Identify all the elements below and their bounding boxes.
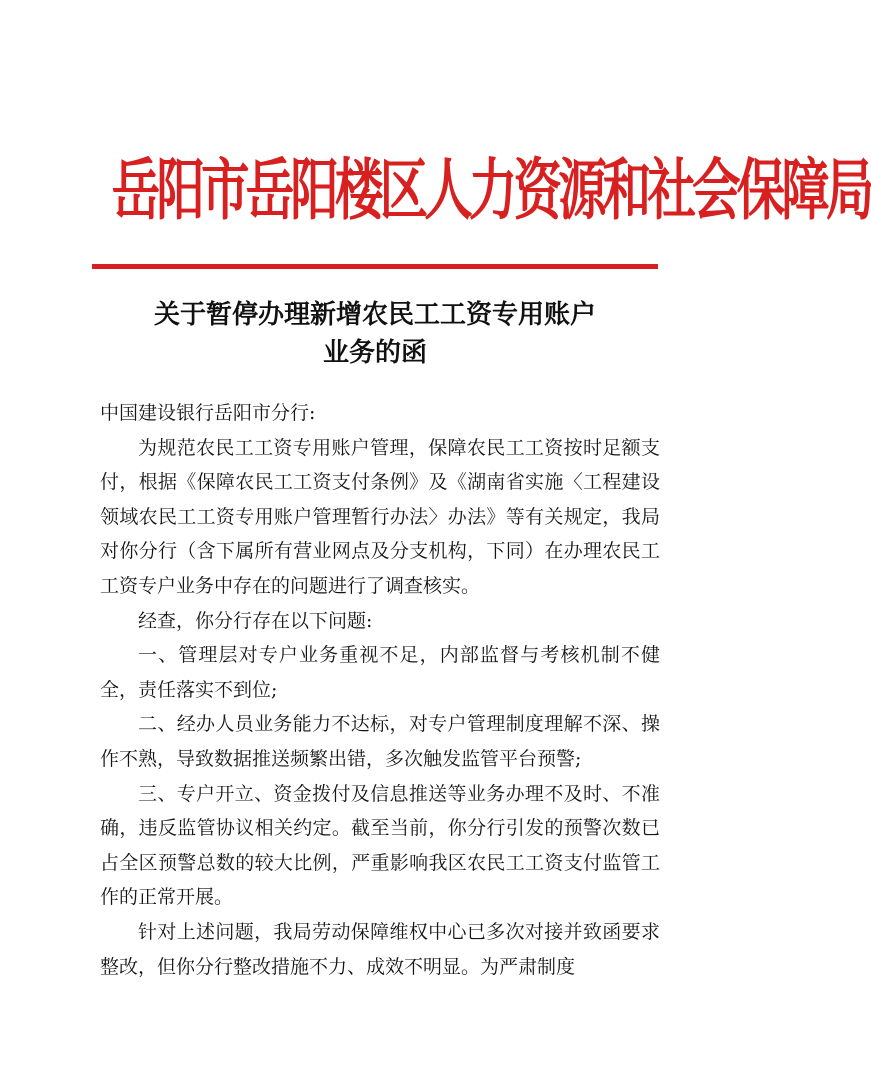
paragraph-intro: 为规范农民工工资专用账户管理，保障农民工工资按时足额支付，根据《保障农民工工资支付条例》及《湖南省实施〈工程建设领域农民工工资专用账户管理暂行办法〉办法》等有关规定，我局对你分行（含下属所有营业网点及分支机构，下同）在办理农民工工资专户业务中存在的问题进行了调查核实。 xyxy=(100,436,660,597)
paragraph-issue-1: 一、管理层对专户业务重视不足，内部监督与考核机制不健全，责任落实不到位; xyxy=(100,644,660,701)
document-title-line-2: 业务的函 xyxy=(322,338,427,368)
recipient-line: 中国建设银行岳阳市分行: xyxy=(100,402,316,424)
document-title-line-1: 关于暂停办理新增农民工工资专用账户 xyxy=(153,300,596,330)
letterhead-agency-name: 岳阳市岳阳楼区人力资源和社会保障局 xyxy=(111,151,871,230)
letterhead-red-rule xyxy=(92,264,658,269)
paragraph-followup: 针对上述问题，我局劳动保障维权中心已多次对接并致函要求整改，但你分行整改措施不力、成效不明显。为严肃制度 xyxy=(100,920,660,978)
document-body xyxy=(100,396,660,984)
document-title xyxy=(60,296,690,372)
paragraph-findings-lead: 经查，你分行存在以下问题: xyxy=(138,609,373,632)
paragraph-issue-3: 三、专户开立、资金拨付及信息推送等业务办理不及时、不准确，违反监管协议相关约定。截至当前，你分行引发的预警次数已占全区预警总数的较大比例，严重影响我区农民工工资支付监管工作的正常开展。 xyxy=(100,782,660,909)
paragraph-issue-2: 二、经办人员业务能力不达标，对专户管理制度理解不深、操作不熟，导致数据推送频繁出错，多次触发监管平台预警; xyxy=(100,713,660,770)
